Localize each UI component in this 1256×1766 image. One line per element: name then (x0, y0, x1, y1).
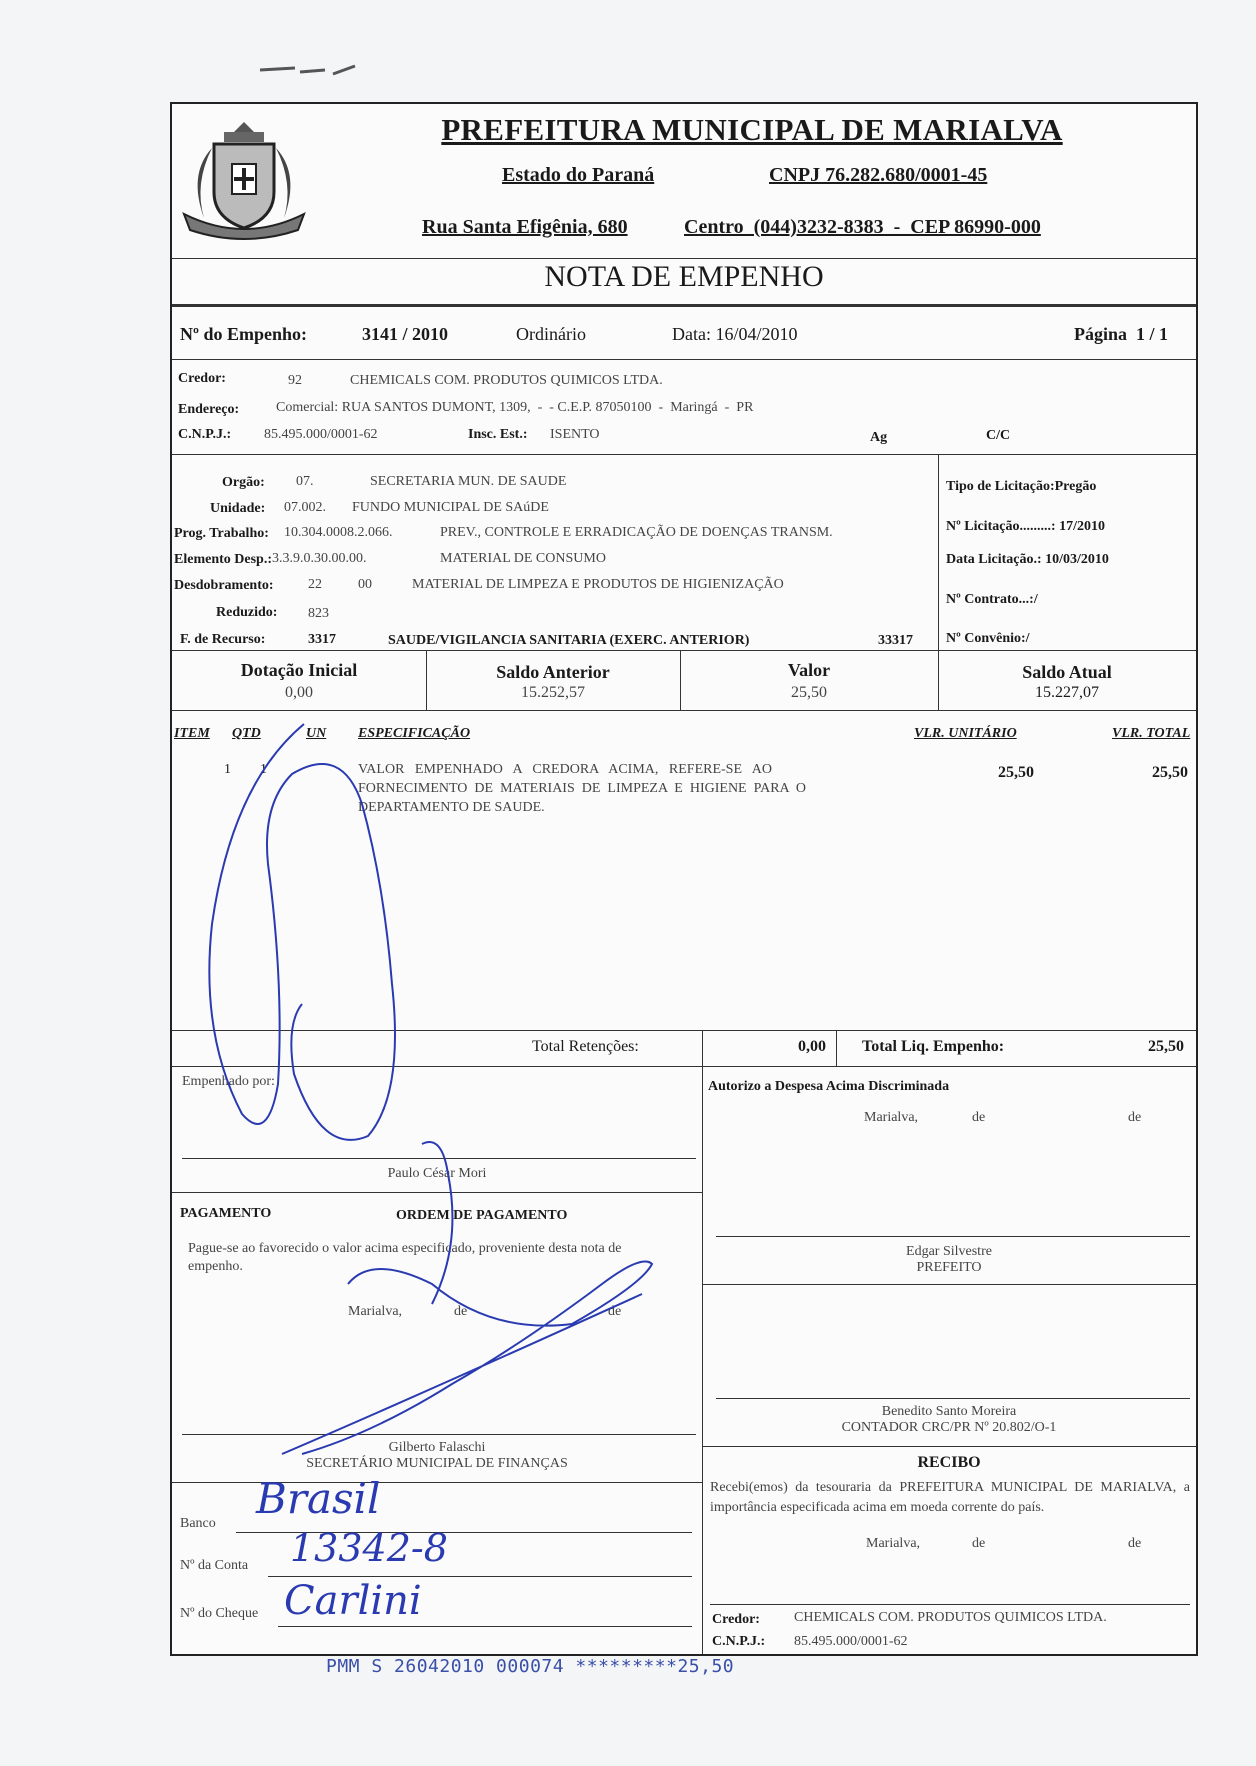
item-number: 1 (224, 762, 231, 777)
receipt-de2: de (1128, 1536, 1142, 1551)
payment-city: Marialva, (348, 1304, 403, 1319)
organ-name: SECRETARIA MUN. DE SAUDE (370, 474, 567, 489)
resource-source-code: 3317 (308, 632, 336, 647)
address-label: Endereço: (178, 402, 240, 417)
unit-code: 07.002. (284, 500, 326, 515)
payment-title: PAGAMENTO (180, 1206, 272, 1221)
payment-de1: de (454, 1304, 468, 1319)
page-title: PREFEITURA MUNICIPAL DE MARIALVA (441, 112, 1063, 147)
resource-source-name: SAUDE/VIGILANCIA SANITARIA (EXERC. ANTERIOR) (388, 633, 750, 648)
breakdown-label: Desdobramento: (174, 578, 274, 593)
payment-order-title: ORDEM DE PAGAMENTO (396, 1208, 568, 1223)
resource-source-label: F. de Recurso: (180, 632, 266, 647)
pencil-mark (255, 56, 365, 86)
net-total-label: Total Liq. Empenho: (862, 1038, 1005, 1055)
receipt-creditor-label: Credor: (712, 1612, 760, 1627)
account-handwritten: 13342-8 (290, 1526, 448, 1570)
check-number-label: Nº do Cheque (180, 1606, 259, 1621)
state-name: Estado do Paraná (502, 164, 655, 186)
expense-element-name: MATERIAL DE CONSUMO (440, 551, 606, 566)
finance-secretary-name: Gilberto Falaschi (388, 1440, 486, 1455)
receipt-creditor-name: CHEMICALS COM. PRODUTOS QUIMICOS LTDA. (794, 1610, 1107, 1625)
item-spec-line1: VALOR EMPENHADO A CREDORA ACIMA, REFERE-SE AO (358, 762, 772, 777)
breakdown-subcode: 00 (358, 577, 372, 592)
col-total-value: VLR. TOTAL (1112, 726, 1191, 741)
previous-balance-label: Saldo Anterior (496, 662, 610, 682)
bidding-date: Data Licitação.: 10/03/2010 (946, 552, 1109, 567)
program-code: 10.304.0008.2.066. (284, 525, 393, 540)
bank-handwritten: Brasil (256, 1474, 381, 1523)
document-title: NOTA DE EMPENHO (544, 260, 824, 293)
withholdings-label: Total Retenções: (532, 1038, 639, 1055)
value-label: Valor (787, 660, 831, 680)
receipt-de1: de (972, 1536, 986, 1551)
value-amount: 25,50 (791, 684, 827, 701)
item-qty: 1 (260, 762, 267, 777)
reduced-code: 823 (308, 606, 329, 621)
receipt-city: Marialva, (866, 1536, 921, 1551)
committed-by-label: Empenhado por: (182, 1074, 275, 1089)
current-balance-label: Saldo Atual (1022, 662, 1112, 682)
bidding-type: Tipo de Licitação:Pregão (946, 479, 1097, 494)
authorize-de2: de (1128, 1110, 1142, 1125)
accountant-title: CONTADOR CRC/PR Nº 20.802/O-1 (841, 1420, 1057, 1435)
payment-text: Pague-se ao favorecido o valor acima especificado, proveniente desta nota de empenho. (188, 1241, 622, 1274)
item-spec-line3: DEPARTAMENTO DE SAUDE. (358, 800, 545, 815)
state-registration-label: Insc. Est.: (468, 427, 528, 442)
creditor-address: Comercial: RUA SANTOS DUMONT, 1309, - - C.E.P. 87050100 - Maringá - PR (276, 400, 754, 415)
authorize-title: Autorizo a Despesa Acima Discriminada (708, 1079, 950, 1094)
street-address: Rua Santa Efigênia, 680 (422, 216, 628, 238)
check-handwritten: Carlini (284, 1578, 422, 1624)
reduced-label: Reduzido: (216, 605, 278, 620)
col-qty: QTD (232, 726, 261, 741)
empenho-number: 3141 / 2010 (362, 324, 449, 344)
item-unit-value: 25,50 (998, 764, 1034, 781)
program-name: PREV., CONTROLE E ERRADICAÇÃO DE DOENÇAS TRANSM. (440, 525, 833, 540)
address-rest: Centro (044)3232-8383 - CEP 86990-000 (684, 216, 1041, 238)
current-balance-value: 15.227,07 (1035, 684, 1099, 701)
accountant-name: Benedito Santo Moreira (881, 1404, 1017, 1419)
receipt-text: Recebi(emos) da tesouraria da PREFEITURA MUNICIPAL DE MARIALVA, a importância especificada acima em moeda corrente do país. (710, 1480, 1190, 1515)
committed-by-name: Paulo César Mori (387, 1166, 487, 1181)
payment-de2: de (608, 1304, 622, 1319)
state-registration: ISENTO (550, 427, 600, 442)
bank-stamp: PMM S 26042010 000074 *********25,50 (326, 1656, 735, 1677)
receipt-cnpj-label: C.N.P.J.: (712, 1634, 766, 1649)
breakdown-name: MATERIAL DE LIMPEZA E PRODUTOS DE HIGIENIZAÇÃO (412, 577, 784, 592)
municipality-cnpj: CNPJ 76.282.680/0001-45 (769, 164, 988, 186)
net-total-value: 25,50 (1148, 1038, 1184, 1055)
creditor-code: 92 (288, 373, 302, 388)
item-total-value: 25,50 (1152, 764, 1188, 781)
previous-balance-value: 15.252,57 (521, 684, 585, 701)
col-unit-value: VLR. UNITÁRIO (914, 726, 1017, 741)
unit-name: FUNDO MUNICIPAL DE SAúDE (352, 500, 549, 515)
handwritten-signature (172, 104, 1196, 1654)
receipt-title: RECIBO (917, 1454, 981, 1471)
col-unit: UN (306, 726, 327, 741)
organ-label: Orgão: (222, 475, 265, 490)
empenho-date: Data: 16/04/2010 (672, 324, 798, 344)
expense-element-code: 3.3.9.0.30.00.00. (272, 551, 367, 566)
initial-allocation-value: 0,00 (285, 684, 313, 701)
expense-element-label: Elemento Desp.: (174, 552, 272, 567)
mayor-title: PREFEITO (916, 1260, 982, 1275)
receipt-cnpj: 85.495.000/0001-62 (794, 1634, 908, 1649)
agreement-number: Nº Convênio:/ (946, 631, 1030, 646)
authorize-city: Marialva, (864, 1110, 919, 1125)
agency-label: Ag (870, 430, 888, 445)
col-item: ITEM (174, 726, 210, 741)
authorize-de1: de (972, 1110, 986, 1125)
finance-secretary-title: SECRETÁRIO MUNICIPAL DE FINANÇAS (306, 1456, 568, 1471)
account-label: C/C (986, 428, 1011, 443)
resource-source-number: 33317 (878, 633, 913, 648)
program-label: Prog. Trabalho: (174, 526, 269, 541)
creditor-label: Credor: (178, 371, 226, 386)
organ-code: 07. (296, 474, 314, 489)
item-spec-line2: FORNECIMENTO DE MATERIAIS DE LIMPEZA E HIGIENE PARA O (358, 781, 807, 796)
initial-allocation-label: Dotação Inicial (240, 660, 358, 680)
empenho-number-label: Nº do Empenho: (180, 324, 307, 344)
page-number: Página 1 / 1 (1074, 324, 1169, 344)
bank-label: Banco (180, 1516, 216, 1531)
breakdown-code: 22 (308, 577, 322, 592)
empenho-type: Ordinário (516, 324, 586, 344)
creditor-name: CHEMICALS COM. PRODUTOS QUIMICOS LTDA. (350, 373, 663, 388)
cnpj-label: C.N.P.J.: (178, 427, 232, 442)
account-number-label: Nº da Conta (180, 1558, 249, 1573)
withholdings-value: 0,00 (798, 1038, 826, 1055)
bidding-number: Nº Licitação.........: 17/2010 (946, 519, 1105, 534)
mayor-name: Edgar Silvestre (906, 1244, 992, 1259)
contract-number: Nº Contrato...:/ (946, 592, 1038, 607)
creditor-cnpj: 85.495.000/0001-62 (264, 427, 378, 442)
unit-label: Unidade: (210, 501, 266, 516)
col-specification: ESPECIFICAÇÃO (358, 726, 471, 741)
nota-de-empenho (170, 102, 1198, 1656)
